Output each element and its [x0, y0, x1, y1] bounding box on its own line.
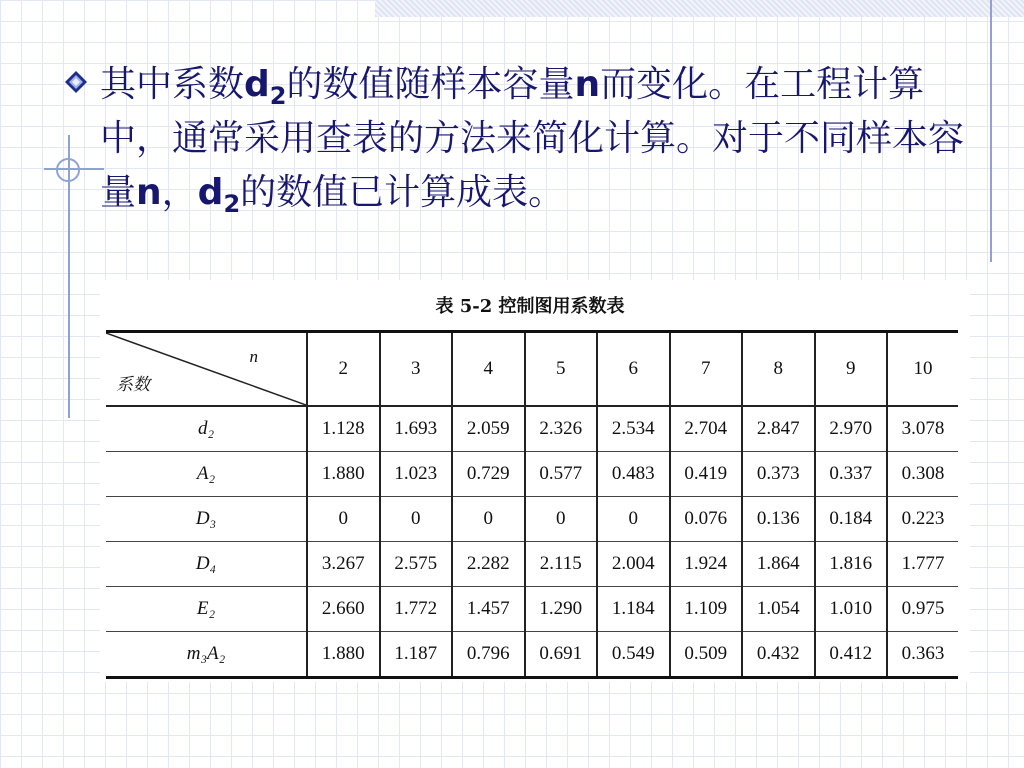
- table-cell: 1.184: [597, 587, 670, 632]
- row-label: D₃: [106, 497, 307, 542]
- table-cell: 1.880: [307, 452, 380, 497]
- var-d-subscript-2: 2: [223, 190, 241, 219]
- paragraph-text-2: 的数值随样本容量: [286, 64, 575, 105]
- paragraph-text-1: 其中系数: [100, 64, 245, 105]
- table-cell: 2.575: [380, 542, 453, 587]
- table-cell: 0.184: [815, 497, 888, 542]
- row-label: m₃A₂: [106, 632, 307, 678]
- table-cell: 0.373: [742, 452, 815, 497]
- table-corner-cell: [106, 332, 307, 407]
- table-cell: 2.115: [525, 542, 598, 587]
- table-cell: 1.924: [670, 542, 743, 587]
- table-cell: 0.509: [670, 632, 743, 678]
- table-cell: 1.777: [887, 542, 958, 587]
- table-cell: 0.691: [525, 632, 598, 678]
- var-n-2: n: [136, 172, 162, 213]
- table-cell: 1.772: [380, 587, 453, 632]
- var-d-subscript: 2: [269, 82, 287, 111]
- table-cell: 0.483: [597, 452, 670, 497]
- table-cell: 1.054: [742, 587, 815, 632]
- table-image: [100, 280, 970, 682]
- table-cell: 1.187: [380, 632, 453, 678]
- column-header-n-6: 6: [597, 332, 670, 407]
- table-cell: 0.796: [452, 632, 525, 678]
- decorative-vertical-line-right: [990, 0, 992, 262]
- table-cell: 0.136: [742, 497, 815, 542]
- table-cell: 2.970: [815, 406, 888, 452]
- row-label: E₂: [106, 587, 307, 632]
- column-header-n-2: 2: [307, 332, 380, 407]
- row-label: A₂: [106, 452, 307, 497]
- table-cell: 0.223: [887, 497, 958, 542]
- decorative-top-band: [375, 0, 1024, 17]
- table-cell: 1.880: [307, 632, 380, 678]
- table-cell: 0: [452, 497, 525, 542]
- column-header-n-3: 3: [380, 332, 453, 407]
- column-header-n-10: 10: [887, 332, 958, 407]
- table-row: [106, 406, 958, 452]
- table-cell: 0: [380, 497, 453, 542]
- table-cell: 1.816: [815, 542, 888, 587]
- table-cell: 0.412: [815, 632, 888, 678]
- corner-n-label: n: [249, 347, 258, 366]
- table-row: [106, 452, 958, 497]
- table-cell: 2.004: [597, 542, 670, 587]
- table-cell: 2.282: [452, 542, 525, 587]
- table-cell: 1.290: [525, 587, 598, 632]
- table-row: [106, 632, 958, 678]
- column-header-n-8: 8: [742, 332, 815, 407]
- row-label: D₄: [106, 542, 307, 587]
- table-cell: 1.457: [452, 587, 525, 632]
- table-cell: 2.660: [307, 587, 380, 632]
- table-cell: 1.693: [380, 406, 453, 452]
- table-cell: 0.363: [887, 632, 958, 678]
- slide-paragraph: [100, 58, 970, 220]
- var-d2-second: [197, 172, 241, 219]
- paragraph-text-3: 而变化。在工程计算中，通常采用查表的方法来简化计算。对于不同样本容量: [100, 64, 965, 213]
- var-d-2: d: [197, 172, 224, 213]
- coefficient-table: [106, 330, 958, 679]
- table-cell: 0.975: [887, 587, 958, 632]
- table-row: [106, 497, 958, 542]
- table-cell: 0.308: [887, 452, 958, 497]
- table-cell: 1.128: [307, 406, 380, 452]
- table-cell: 0: [525, 497, 598, 542]
- table-row: [106, 587, 958, 632]
- table-cell: 3.267: [307, 542, 380, 587]
- table-cell: 0: [307, 497, 380, 542]
- column-header-n-7: 7: [670, 332, 743, 407]
- table-cell: 1.023: [380, 452, 453, 497]
- var-d2: [244, 64, 287, 111]
- table-cell: 2.704: [670, 406, 743, 452]
- column-header-n-4: 4: [452, 332, 525, 407]
- table-cell: 0.337: [815, 452, 888, 497]
- table-header-row: [106, 332, 958, 407]
- var-d: d: [244, 64, 270, 105]
- table-cell: 0.432: [742, 632, 815, 678]
- var-n: n: [574, 64, 601, 105]
- table-cell: 3.078: [887, 406, 958, 452]
- table-cell: 1.109: [670, 587, 743, 632]
- table-cell: 0.729: [452, 452, 525, 497]
- table-cell: 0.549: [597, 632, 670, 678]
- table-cell: 2.326: [525, 406, 598, 452]
- decorative-ring: [56, 158, 80, 182]
- column-header-n-5: 5: [525, 332, 598, 407]
- table-cell: 0.577: [525, 452, 598, 497]
- row-label: d₂: [106, 406, 307, 452]
- table-cell: 0.419: [670, 452, 743, 497]
- table-cell: 2.847: [742, 406, 815, 452]
- table-cell: 0: [597, 497, 670, 542]
- paragraph-comma: ，: [161, 172, 198, 213]
- table-title: 表 5-2 控制图用系数表: [435, 296, 625, 317]
- column-header-n-9: 9: [815, 332, 888, 407]
- table-cell: 1.864: [742, 542, 815, 587]
- table-cell: 0.076: [670, 497, 743, 542]
- table-cell: 2.534: [597, 406, 670, 452]
- corner-coef-label: 系数: [116, 375, 150, 395]
- table-cell: 1.010: [815, 587, 888, 632]
- table-row: [106, 542, 958, 587]
- diamond-bullet-icon: [64, 70, 88, 94]
- paragraph-text-4: 的数值已计算成表。: [240, 172, 565, 213]
- table-cell: 2.059: [452, 406, 525, 452]
